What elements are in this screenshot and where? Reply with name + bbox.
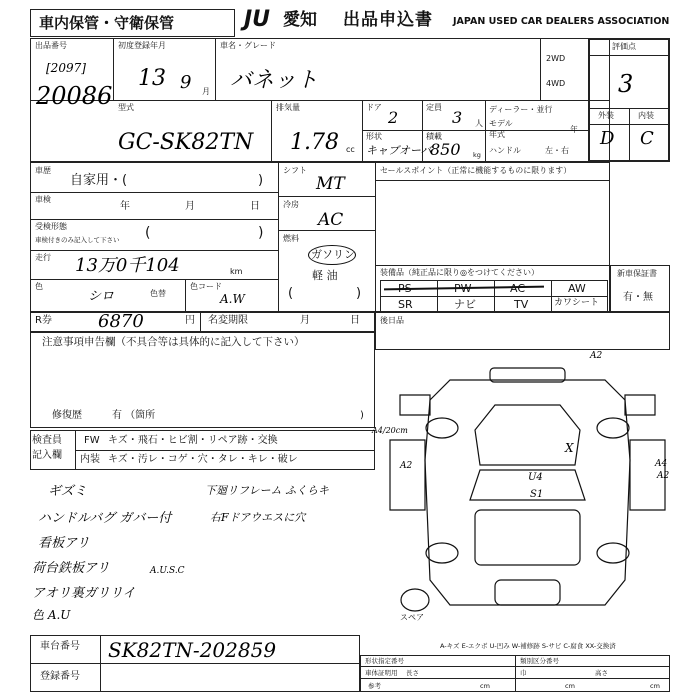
form-label: 形状指定番号 — [365, 657, 404, 665]
inspector-label1: 検査員 — [32, 435, 62, 446]
remark-6: 下廻リフレーム ふくらキ — [205, 484, 330, 497]
name-label: 車名・グレード — [220, 41, 276, 50]
fuel-label: 燃料 — [283, 234, 299, 243]
registration-label: 登録番号 — [40, 671, 80, 682]
recycle-value: 6870 — [98, 311, 144, 332]
equipment-label: 装備品（純正品に限り◎をつけてください） — [380, 268, 539, 277]
remark-4: 荷台鉄板アリ — [32, 561, 110, 576]
first-reg-month-unit: 月 — [202, 87, 210, 96]
dealer-year-label: 年式 — [489, 130, 505, 139]
doc-title: 出品申込書 — [343, 10, 433, 30]
org-name: 愛知 — [283, 10, 317, 30]
rear-box — [375, 312, 670, 350]
inspection-day: 日 — [250, 201, 260, 212]
new-warranty-value: 有・無 — [623, 292, 653, 303]
rating-label: 評価点 — [612, 42, 636, 51]
rating-ext-value: D — [600, 128, 615, 149]
equipment-tv: TV — [514, 298, 529, 311]
history-value: 自家用・( — [70, 173, 128, 188]
repair-label: 修復歴 — [52, 410, 82, 421]
receipt-label: 受検形態 — [35, 222, 67, 231]
color-value: シロ — [88, 289, 115, 304]
remark-3: 看板アリ — [38, 536, 90, 551]
name-change-label: 名変期限 — [208, 315, 248, 326]
equipment-seat: カワシート — [554, 298, 600, 308]
dealer-label: ディーラー・並行 — [489, 105, 553, 114]
color-label: 色 — [35, 282, 43, 291]
load-unit: kg — [473, 151, 481, 159]
equipment-aw: AW — [568, 282, 586, 295]
rating-int-value: C — [640, 128, 654, 149]
fuel-close: ) — [356, 286, 362, 301]
ju-logo: JU — [244, 7, 271, 32]
name-change-day: 日 — [350, 315, 360, 326]
equipment-sr: SR — [398, 298, 413, 311]
aircon-value: AC — [318, 210, 344, 230]
equipment-pw: PW — [454, 282, 472, 295]
remark-10: 色 A.U — [32, 608, 71, 622]
height-label: 高さ — [595, 669, 608, 677]
shift-label: シフト — [283, 166, 307, 175]
receipt-close: ) — [258, 225, 264, 241]
length-label: 長さ — [406, 669, 419, 677]
recycle-unit: 円 — [185, 315, 195, 326]
damage-legend: A-キズ E-エクボ U-凹み W-補修跡 S-サビ C-腐食 XX-交換済 — [440, 642, 616, 650]
repair-value: 有 （箇所 — [112, 410, 156, 421]
sales-point-label: セールスポイント（正常に機能するものに限ります） — [380, 166, 572, 175]
load-value: 850 — [430, 140, 461, 159]
displacement-value: 1.78 — [290, 130, 339, 155]
inspection-year: 年 — [120, 201, 130, 212]
vehicle-diagram — [380, 350, 675, 630]
recycle-label: R券 — [35, 315, 52, 326]
mileage-label: 走行 — [35, 253, 51, 262]
load-label: 積載 — [426, 132, 442, 141]
first-reg-label: 初度登録年月 — [118, 41, 166, 50]
entry-label: 出品番号 — [35, 41, 67, 50]
capacity-label: 定員 — [426, 103, 442, 112]
history-label: 車歴 — [35, 166, 51, 175]
displacement-unit: cc — [346, 145, 355, 154]
rating-value: 3 — [618, 70, 634, 98]
drive-2wd: 2WD — [546, 54, 566, 63]
first-reg-year: 13 — [138, 66, 166, 91]
drive-4wd: 4WD — [546, 79, 566, 88]
inspector-int-items: キズ・汚レ・コゲ・穴・タレ・キレ・破レ — [108, 454, 298, 465]
doors-label: ドア — [366, 103, 382, 112]
storage-label: 車内保管・守衛保管 — [39, 14, 175, 32]
mark-a4-right: A4 — [655, 459, 668, 469]
capacity-unit: 人 — [475, 119, 483, 128]
entry-number: 20086 — [36, 82, 113, 110]
remark-1: ギズミ — [48, 484, 87, 499]
fuel-value: ガソリン — [311, 248, 355, 261]
remark-13: U4 — [528, 472, 543, 483]
shift-value: MT — [316, 174, 345, 194]
storage-label-box — [30, 9, 235, 37]
inspection-month: 月 — [185, 201, 195, 212]
inspection-label: 車検 — [35, 195, 51, 204]
mileage-unit: km — [230, 267, 243, 276]
handle-label: ハンドル — [489, 146, 521, 155]
chassis-label: 車台番号 — [40, 641, 80, 652]
proof-label: 車体証明用 — [365, 669, 398, 677]
repair-close: ) — [360, 410, 364, 421]
capacity-value: 3 — [452, 108, 463, 127]
fuel-alt: 軽 油 — [312, 269, 338, 282]
name-change-month: 月 — [300, 315, 310, 326]
inspector-fw-items: キズ・飛石・ヒビ割・リペア跡・交換 — [108, 435, 278, 446]
receipt-note: 車検付きのみ記入して下さい — [35, 236, 120, 244]
equipment-ac: AC — [510, 282, 526, 295]
chassis-value: SK82TN-202859 — [108, 638, 277, 662]
inspector-fw-label: FW — [84, 435, 100, 446]
remark-5: アオリ裏ガリリイ — [32, 586, 136, 601]
fuel-open: ( — [288, 286, 294, 301]
equipment-ps: PS — [398, 282, 412, 295]
dealer-model-label: モデル — [489, 119, 513, 128]
mark-a2-right: A2 — [657, 471, 670, 481]
width-unit: cm — [565, 682, 575, 690]
notes-title: 注意事項申告欄（不具合等は具体的に記入して下さい） — [42, 336, 305, 348]
displacement-label: 排気量 — [276, 103, 300, 112]
name-value: バネット — [230, 68, 319, 93]
ref-label: 参考 — [368, 682, 381, 690]
receipt-open: ( — [145, 225, 151, 241]
model-value: GC-SK82TN — [118, 130, 254, 155]
length-unit: cm — [480, 682, 490, 690]
dealer-year-unit: 年 — [570, 125, 578, 134]
rear-seat-label: 後日品 — [380, 316, 404, 325]
shape-label: 形状 — [366, 132, 382, 141]
remark-12: A4/20cm — [372, 426, 408, 435]
rating-ext-label: 外装 — [598, 111, 614, 120]
first-reg-month: 9 — [180, 72, 192, 93]
remark-8: A.U.S.C — [150, 566, 185, 576]
assoc-english: JAPAN USED CAR DEALERS ASSOCIATION — [453, 16, 670, 27]
remark-14: S1 — [530, 489, 544, 500]
equipment-navi: ナビ — [454, 298, 476, 311]
shape-value: キャブオーバ — [366, 144, 432, 157]
mark-x: X — [565, 441, 574, 455]
new-warranty-label: 新車保証書 — [617, 269, 657, 278]
entry-sub-number: [2097] — [46, 61, 86, 75]
inspector-int-label: 内装 — [80, 454, 100, 465]
color-code-label: 色コード — [190, 282, 222, 291]
color-change-label: 色替 — [150, 289, 166, 298]
remark-2: ハンドルバグ ガバー付 — [38, 511, 172, 526]
height-unit: cm — [650, 682, 660, 690]
rating-int-label: 内装 — [638, 111, 654, 120]
inspector-label2: 記入欄 — [32, 450, 62, 461]
class-label: 類別区分番号 — [520, 657, 559, 665]
color-code-value: A.W — [220, 292, 245, 306]
handle-opts: 左・右 — [545, 146, 569, 155]
mark-a2-top: A2 — [590, 351, 603, 361]
history-close: ) — [258, 173, 264, 188]
model-label: 型式 — [118, 103, 134, 112]
mark-a2-left: A2 — [400, 461, 413, 471]
mileage-value: 13万0千104 — [75, 255, 180, 276]
remark-7: 右Fドアウエスに穴 — [210, 511, 306, 524]
spare-label: スペア — [400, 613, 424, 622]
recycle-row — [30, 312, 375, 332]
width-label: 巾 — [520, 669, 527, 677]
aircon-label: 冷房 — [283, 200, 299, 209]
doors-value: 2 — [388, 108, 399, 127]
